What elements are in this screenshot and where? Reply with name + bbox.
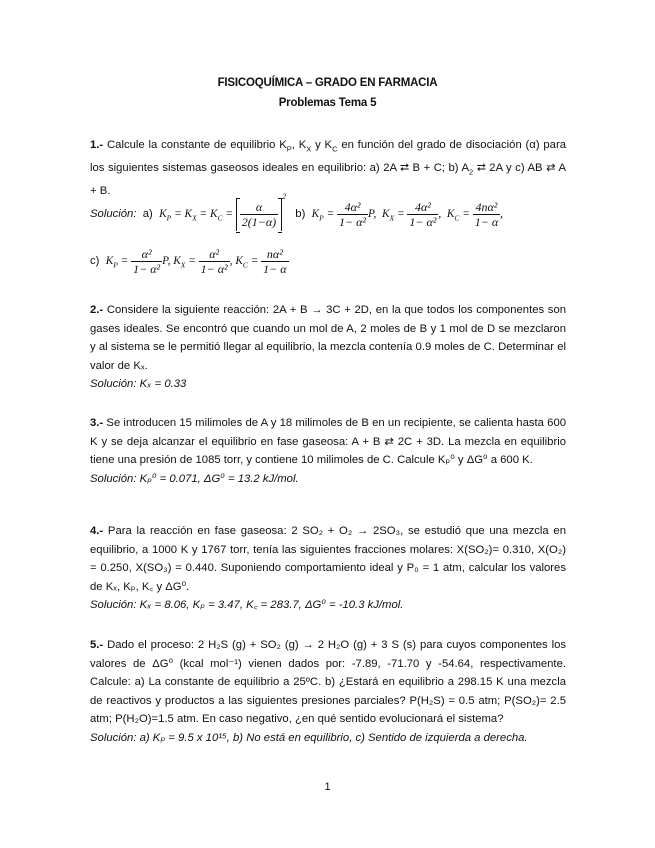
part-b-label: b)	[295, 208, 306, 221]
problem-solution: Solución: a) Kₚ = 9.5 x 10¹⁵, b) No está en equilibrio, c) Sentido de izquierda a derecha.	[90, 731, 528, 744]
equation-a: $K_P = K_X = K_C$ = $\frac{\alpha}{2(1-\alpha)}$ $^2$	[159, 192, 287, 229]
equation-c: $K_P$ = $\frac{\text{α²}}{\text{1− α²}}$ P, $K_X$ = $\frac{\text{α²}}{\text{1− α²}}$ , $K_C$ = $\frac{\text{nα²}}{1- \alpha}$	[105, 247, 287, 276]
problem-2	[90, 301, 566, 394]
page-number: 1	[324, 781, 331, 793]
problem-number: 3.-	[90, 417, 104, 429]
document-subtitle: Problemas Tema 5	[278, 97, 377, 109]
equation-b: $K_P$ = $\frac{\text{4α²}}{\text{1− α²}}$ P, $K_X$ = $\frac{\text{4α²}}{\text{1− α²}}$ , $K_C$ = $\frac{\text{4nα²}}{1- \alpha}$ ,	[311, 200, 503, 229]
problem-solution: Solución: Kₓ = 0.33	[90, 378, 187, 391]
problem-number: 5.-	[90, 639, 104, 651]
problem-solution: Solución: Kₚ⁰ = 0.071, ΔG⁰ = 13.2 kJ/mol.	[90, 472, 299, 485]
solution-1-line-1	[90, 192, 503, 231]
solution-label: Solución:	[90, 208, 137, 221]
problem-text: Considere la siguiente reacción: 2A + B → 3C + 2D, en la que todos los componentes son gases ideales. Se encontró que cuando un mol de A, 2 moles de B y 1 mol de D se mezclaron y al sistema se le permitió llegar al equilibrio, la mezcla contenía 0.9 moles de C. Determinar el valor de Kₓ.	[90, 304, 567, 372]
problem-1	[90, 136, 566, 200]
problem-text: Para la reacción en fase gaseosa: 2 SO₂ + O₂ → 2SO₃, se estudió que una mezcla en equilibrio, a 1000 K y 1767 torr, tenía las siguientes fracciones molares: X(SO₂)= 0.310, X(O₂) = 0.250, X(SO₃) = 0.440. Suponiendo comportamiento ideal y P₀ = 1 atm, calcular los valores de Kₓ, Kₚ, K꜀ y ΔG⁰.	[90, 525, 566, 593]
problem-number: 2.-	[90, 304, 104, 316]
problem-text: Se introducen 15 milimoles de A y 18 milimoles de B en un recipiente, se calienta hasta 600 K y se deja alcanzar el equilibrio en fase gaseosa: A + B ⇄ 2C + 3D. La mezcla en equilibrio tiene una presión de 1085 torr, y contiene 10 milimoles de C. Calcule Kₚ⁰ y ΔG⁰ a 600 K.	[90, 417, 567, 467]
problem-solution: Solución: Kₓ = 8.06, Kₚ = 3.47, K꜀ = 283.7, ΔG⁰ = -10.3 kJ/mol.	[90, 599, 404, 612]
problem-text: Calcule la constante de equilibrio $K_P$, $K_X$ y $K_C$ en función del grado de disociación (α) para los siguientes sistemas gaseosos ideales en equilibrio: a) 2A ⮂ B + C; b) $A_2$ ⮂ 2A y c) AB ⇄ A + B.	[90, 139, 567, 197]
part-a-label: a)	[142, 208, 153, 221]
problem-5	[90, 636, 566, 748]
problem-4	[90, 522, 566, 615]
part-c-label: c)	[90, 255, 100, 268]
document-title: FISICOQUÍMICA – GRADO EN FARMACIA	[217, 77, 438, 89]
problem-3	[90, 414, 566, 488]
problem-number: 1.-	[90, 139, 104, 151]
solution-1-line-2	[90, 247, 289, 276]
problem-text: Dado el proceso: 2 H₂S (g) + SO₂ (g) → 2 H₂O (g) + 3 S (s) para cuyos componentes los valores de ΔG⁰ (kcal mol⁻¹) vienen dados por: -7.89, -71.70 y -54.64, respectivamente. Calcule: a) La constante de equilibrio a 25ºC. b) ¿Estará en equilibrio a 298.15 K una mezcla de reactivos y productos a las siguientes presiones parciales? P(H₂S) = 0.5 atm; P(SO₂)= 2.5 atm; P(H₂O)=1.5 atm. En caso negativo, ¿en qué sentido evolucionará el sistema?	[90, 639, 567, 726]
problem-number: 4.-	[90, 525, 104, 537]
